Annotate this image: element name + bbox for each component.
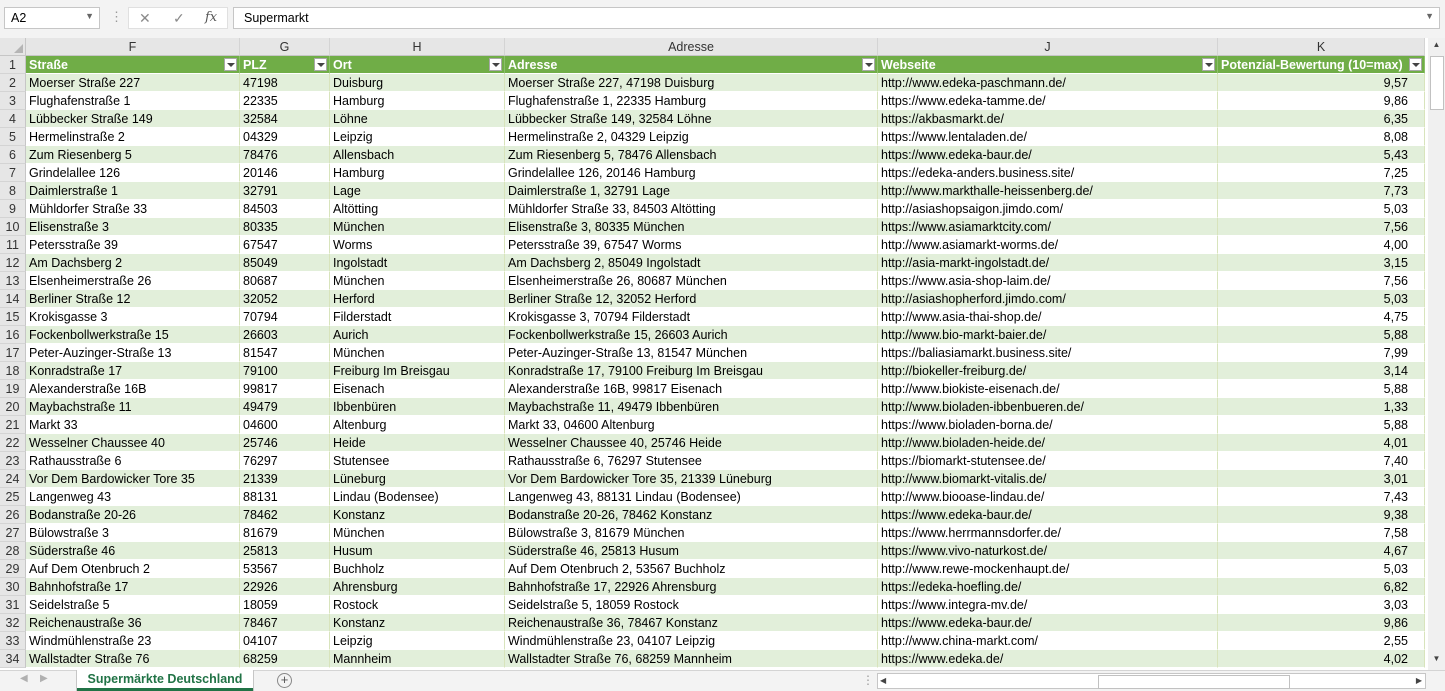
table-cell[interactable]: 68259 <box>240 650 330 668</box>
table-cell[interactable]: Daimlerstraße 1, 32791 Lage <box>505 182 878 200</box>
add-sheet-icon[interactable]: + <box>277 673 292 688</box>
filter-dropdown-icon[interactable] <box>862 58 875 71</box>
table-cell[interactable]: Vor Dem Bardowicker Tore 35 <box>26 470 240 488</box>
table-cell[interactable]: Leipzig <box>330 128 505 146</box>
row-header[interactable]: 13 <box>0 272 26 290</box>
table-cell[interactable]: Moerser Straße 227 <box>26 74 240 92</box>
table-cell[interactable]: https://www.bioladen-borna.de/ <box>878 416 1218 434</box>
table-cell[interactable]: Krokisgasse 3, 70794 Filderstadt <box>505 308 878 326</box>
table-cell[interactable]: 5,88 <box>1218 416 1425 434</box>
table-cell[interactable]: Ingolstadt <box>330 254 505 272</box>
chevron-down-icon[interactable]: ▼ <box>85 11 94 21</box>
table-cell[interactable]: https://www.integra-mv.de/ <box>878 596 1218 614</box>
row-header[interactable]: 12 <box>0 254 26 272</box>
table-cell[interactable]: Langenweg 43, 88131 Lindau (Bodensee) <box>505 488 878 506</box>
filter-dropdown-icon[interactable] <box>1409 58 1422 71</box>
table-cell[interactable]: 04107 <box>240 632 330 650</box>
formula-buttons <box>128 7 228 29</box>
table-cell[interactable]: 5,88 <box>1218 380 1425 398</box>
table-cell[interactable]: Reichenaustraße 36 <box>26 614 240 632</box>
table-cell[interactable]: 9,38 <box>1218 506 1425 524</box>
column-header[interactable]: H <box>330 38 505 56</box>
table-cell[interactable]: Bahnhofstraße 17, 22926 Ahrensburg <box>505 578 878 596</box>
table-cell[interactable]: Rostock <box>330 596 505 614</box>
table-cell[interactable]: 7,99 <box>1218 344 1425 362</box>
table-cell[interactable]: 4,01 <box>1218 434 1425 452</box>
table-cell[interactable]: 04600 <box>240 416 330 434</box>
table-cell[interactable]: Wesselner Chaussee 40 <box>26 434 240 452</box>
table-cell[interactable]: Markt 33, 04600 Altenburg <box>505 416 878 434</box>
table-header-label: Potenzial-Bewertung (10=max) <box>1221 58 1403 72</box>
table-cell[interactable]: 84503 <box>240 200 330 218</box>
table-cell[interactable]: http://www.china-markt.com/ <box>878 632 1218 650</box>
function-icon[interactable]: fx <box>205 10 218 25</box>
table-cell[interactable]: Hamburg <box>330 164 505 182</box>
row-header[interactable]: 24 <box>0 470 26 488</box>
table-cell[interactable]: 4,67 <box>1218 542 1425 560</box>
column-header[interactable]: J <box>878 38 1218 56</box>
table-cell[interactable]: https://www.asiamarktcity.com/ <box>878 218 1218 236</box>
table-cell[interactable]: https://www.edeka-baur.de/ <box>878 146 1218 164</box>
table-cell[interactable]: Wallstadter Straße 76 <box>26 650 240 668</box>
table-cell[interactable]: 25746 <box>240 434 330 452</box>
row-header[interactable]: 5 <box>0 128 26 146</box>
table-cell[interactable]: http://www.asia-thai-shop.de/ <box>878 308 1218 326</box>
table-cell[interactable]: http://www.bioladen-ibbenbueren.de/ <box>878 398 1218 416</box>
table-cell[interactable]: https://www.edeka.de/ <box>878 650 1218 668</box>
table-cell[interactable]: http://asiashopsaigon.jimdo.com/ <box>878 200 1218 218</box>
table-cell[interactable]: Aurich <box>330 326 505 344</box>
row-header[interactable]: 25 <box>0 488 26 506</box>
table-cell[interactable]: Maybachstraße 11, 49479 Ibbenbüren <box>505 398 878 416</box>
table-cell[interactable]: 78462 <box>240 506 330 524</box>
table-cell[interactable]: Grindelallee 126 <box>26 164 240 182</box>
table-cell[interactable]: Am Dachsberg 2, 85049 Ingolstadt <box>505 254 878 272</box>
row-header[interactable]: 21 <box>0 416 26 434</box>
row-header[interactable]: 3 <box>0 92 26 110</box>
table-cell[interactable]: 22335 <box>240 92 330 110</box>
table-cell[interactable]: Moerser Straße 227, 47198 Duisburg <box>505 74 878 92</box>
table-cell[interactable]: Bülowstraße 3, 81679 München <box>505 524 878 542</box>
table-cell[interactable]: 9,86 <box>1218 614 1425 632</box>
row-header[interactable]: 29 <box>0 560 26 578</box>
table-cell[interactable]: 04329 <box>240 128 330 146</box>
more-icon: ⋮ <box>110 9 122 24</box>
table-cell[interactable]: 3,03 <box>1218 596 1425 614</box>
table-cell[interactable]: München <box>330 524 505 542</box>
row-header[interactable]: 33 <box>0 632 26 650</box>
table-cell[interactable]: 76297 <box>240 452 330 470</box>
row-header[interactable]: 32 <box>0 614 26 632</box>
sheet-tab-active[interactable]: Supermärkte Deutschland <box>77 670 253 691</box>
table-header-cell[interactable] <box>505 56 878 74</box>
table-cell[interactable]: 22926 <box>240 578 330 596</box>
row-header[interactable]: 8 <box>0 182 26 200</box>
row-header[interactable]: 19 <box>0 380 26 398</box>
table-cell[interactable]: Hamburg <box>330 92 505 110</box>
column-header[interactable]: K <box>1218 38 1425 56</box>
table-cell[interactable]: Konradstraße 17 <box>26 362 240 380</box>
row-header[interactable]: 23 <box>0 452 26 470</box>
table-cell[interactable]: Eisenach <box>330 380 505 398</box>
table-header-label: Straße <box>29 58 68 72</box>
formula-bar <box>0 0 1445 38</box>
table-cell[interactable]: Windmühlenstraße 23, 04107 Leipzig <box>505 632 878 650</box>
table-cell[interactable]: Lage <box>330 182 505 200</box>
table-cell[interactable]: https://akbasmarkt.de/ <box>878 110 1218 128</box>
table-cell[interactable]: München <box>330 218 505 236</box>
table-cell[interactable]: Daimlerstraße 1 <box>26 182 240 200</box>
table-cell[interactable]: Peter-Auzinger-Straße 13 <box>26 344 240 362</box>
table-cell[interactable]: 7,40 <box>1218 452 1425 470</box>
table-cell[interactable]: 53567 <box>240 560 330 578</box>
row-header[interactable]: 14 <box>0 290 26 308</box>
table-cell[interactable]: https://www.herrmannsdorfer.de/ <box>878 524 1218 542</box>
table-cell[interactable]: 25813 <box>240 542 330 560</box>
table-cell[interactable]: Elisenstraße 3 <box>26 218 240 236</box>
row-header[interactable]: 16 <box>0 326 26 344</box>
table-cell[interactable]: Vor Dem Bardowicker Tore 35, 21339 Lüneburg <box>505 470 878 488</box>
table-cell[interactable]: 26603 <box>240 326 330 344</box>
row-header[interactable]: 1 <box>0 56 26 74</box>
select-all-corner[interactable] <box>0 38 26 56</box>
row-header[interactable]: 18 <box>0 362 26 380</box>
table-cell[interactable]: Altenburg <box>330 416 505 434</box>
row-header[interactable]: 10 <box>0 218 26 236</box>
column-header[interactable]: G <box>240 38 330 56</box>
table-cell[interactable]: Lübbecker Straße 149 <box>26 110 240 128</box>
table-cell[interactable]: Rathausstraße 6, 76297 Stutensee <box>505 452 878 470</box>
table-cell[interactable]: Grindelallee 126, 20146 Hamburg <box>505 164 878 182</box>
table-cell[interactable]: http://asiashopherford.jimdo.com/ <box>878 290 1218 308</box>
table-cell[interactable]: Flughafenstraße 1 <box>26 92 240 110</box>
table-cell[interactable]: 20146 <box>240 164 330 182</box>
expand-formula-icon[interactable]: ▼ <box>1425 11 1434 21</box>
table-cell[interactable]: Berliner Straße 12 <box>26 290 240 308</box>
scroll-right-icon[interactable]: ▶ <box>1415 676 1422 685</box>
row-header[interactable]: 2 <box>0 74 26 92</box>
table-cell[interactable]: 4,02 <box>1218 650 1425 668</box>
table-cell[interactable]: Berliner Straße 12, 32052 Herford <box>505 290 878 308</box>
scroll-up-icon[interactable]: ▲ <box>1432 40 1441 49</box>
vertical-scrollbar[interactable] <box>1428 38 1445 670</box>
table-cell[interactable]: 7,73 <box>1218 182 1425 200</box>
table-cell[interactable]: Elisenstraße 3, 80335 München <box>505 218 878 236</box>
table-cell[interactable]: Hermelinstraße 2 <box>26 128 240 146</box>
table-cell[interactable]: Bodanstraße 20-26 <box>26 506 240 524</box>
table-cell[interactable]: Fockenbollwerkstraße 15 <box>26 326 240 344</box>
row-header[interactable]: 7 <box>0 164 26 182</box>
table-cell[interactable]: https://www.edeka-tamme.de/ <box>878 92 1218 110</box>
table-cell[interactable]: 6,35 <box>1218 110 1425 128</box>
table-cell[interactable]: 7,43 <box>1218 488 1425 506</box>
table-cell[interactable]: Petersstraße 39, 67547 Worms <box>505 236 878 254</box>
row-header[interactable]: 11 <box>0 236 26 254</box>
table-cell[interactable]: http://www.biomarkt-vitalis.de/ <box>878 470 1218 488</box>
sheet-bar <box>0 670 1445 691</box>
table-cell[interactable]: Lübbecker Straße 149, 32584 Löhne <box>505 110 878 128</box>
table-cell[interactable]: http://www.edeka-paschmann.de/ <box>878 74 1218 92</box>
table-cell[interactable]: Filderstadt <box>330 308 505 326</box>
table-cell[interactable]: 4,75 <box>1218 308 1425 326</box>
table-cell[interactable]: https://www.lentaladen.de/ <box>878 128 1218 146</box>
table-cell[interactable]: 5,03 <box>1218 200 1425 218</box>
table-cell[interactable]: https://www.vivo-naturkost.de/ <box>878 542 1218 560</box>
scroll-down-icon[interactable]: ▼ <box>1432 654 1441 663</box>
table-cell[interactable]: Konradstraße 17, 79100 Freiburg Im Breisgau <box>505 362 878 380</box>
column-header[interactable]: Adresse <box>505 38 878 56</box>
table-cell[interactable]: 5,03 <box>1218 290 1425 308</box>
table-cell[interactable]: http://www.bioladen-heide.de/ <box>878 434 1218 452</box>
vertical-scroll-thumb[interactable] <box>1430 56 1444 110</box>
table-cell[interactable]: Altötting <box>330 200 505 218</box>
table-cell[interactable]: https://www.asia-shop-laim.de/ <box>878 272 1218 290</box>
table-cell[interactable]: 78467 <box>240 614 330 632</box>
table-cell[interactable]: 5,43 <box>1218 146 1425 164</box>
table-cell[interactable]: Mannheim <box>330 650 505 668</box>
table-header-label: PLZ <box>243 58 267 72</box>
table-cell[interactable]: Süderstraße 46, 25813 Husum <box>505 542 878 560</box>
table-cell[interactable]: Wesselner Chaussee 40, 25746 Heide <box>505 434 878 452</box>
row-header[interactable]: 31 <box>0 596 26 614</box>
table-cell[interactable]: https://edeka-anders.business.site/ <box>878 164 1218 182</box>
row-header[interactable]: 15 <box>0 308 26 326</box>
table-cell[interactable]: Freiburg Im Breisgau <box>330 362 505 380</box>
horizontal-scroll-thumb[interactable] <box>1098 675 1290 689</box>
row-header[interactable]: 6 <box>0 146 26 164</box>
table-cell[interactable]: Bülowstraße 3 <box>26 524 240 542</box>
filter-dropdown-icon[interactable] <box>1202 58 1215 71</box>
table-cell[interactable]: Lüneburg <box>330 470 505 488</box>
table-cell[interactable]: http://www.biokiste-eisenach.de/ <box>878 380 1218 398</box>
table-cell[interactable]: http://www.asiamarkt-worms.de/ <box>878 236 1218 254</box>
table-cell[interactable]: http://asia-markt-ingolstadt.de/ <box>878 254 1218 272</box>
table-cell[interactable]: Petersstraße 39 <box>26 236 240 254</box>
next-sheet-icon[interactable]: ▶ <box>40 673 48 684</box>
table-cell[interactable]: 81547 <box>240 344 330 362</box>
table-cell[interactable]: Löhne <box>330 110 505 128</box>
table-cell[interactable]: 49479 <box>240 398 330 416</box>
table-header-cell[interactable] <box>240 56 330 74</box>
table-cell[interactable]: Stutensee <box>330 452 505 470</box>
row-header[interactable]: 17 <box>0 344 26 362</box>
table-cell[interactable]: 7,56 <box>1218 218 1425 236</box>
table-cell[interactable]: 18059 <box>240 596 330 614</box>
table-cell[interactable]: Heide <box>330 434 505 452</box>
table-cell[interactable]: Mühldorfer Straße 33 <box>26 200 240 218</box>
table-header-cell[interactable] <box>1218 56 1425 74</box>
table-cell[interactable]: Am Dachsberg 2 <box>26 254 240 272</box>
filter-dropdown-icon[interactable] <box>314 58 327 71</box>
splitter-icon[interactable]: ⋮ <box>862 673 874 687</box>
table-cell[interactable]: 1,33 <box>1218 398 1425 416</box>
table-header-label: Adresse <box>508 58 558 72</box>
table-cell[interactable]: 78476 <box>240 146 330 164</box>
table-cell[interactable]: 88131 <box>240 488 330 506</box>
row-header[interactable]: 9 <box>0 200 26 218</box>
table-cell[interactable]: Seidelstraße 5, 18059 Rostock <box>505 596 878 614</box>
table-cell[interactable]: 2,55 <box>1218 632 1425 650</box>
table-cell[interactable]: 7,58 <box>1218 524 1425 542</box>
table-cell[interactable]: 7,25 <box>1218 164 1425 182</box>
table-cell[interactable]: 32584 <box>240 110 330 128</box>
table-cell[interactable]: Leipzig <box>330 632 505 650</box>
table-cell[interactable]: 7,56 <box>1218 272 1425 290</box>
table-cell[interactable]: Markt 33 <box>26 416 240 434</box>
row-header[interactable]: 4 <box>0 110 26 128</box>
column-header[interactable]: F <box>26 38 240 56</box>
row-header[interactable]: 20 <box>0 398 26 416</box>
table-header-label: Webseite <box>881 58 936 72</box>
table-cell[interactable]: München <box>330 344 505 362</box>
name-box-value: A2 <box>11 11 27 25</box>
table-cell[interactable]: 6,82 <box>1218 578 1425 596</box>
table-header-label: Ort <box>333 58 352 72</box>
prev-sheet-icon[interactable]: ◀ <box>20 673 28 684</box>
row-header[interactable]: 26 <box>0 506 26 524</box>
table-cell[interactable]: Flughafenstraße 1, 22335 Hamburg <box>505 92 878 110</box>
table-cell[interactable]: Wallstadter Straße 76, 68259 Mannheim <box>505 650 878 668</box>
name-box[interactable] <box>4 7 100 29</box>
table-cell[interactable]: 9,86 <box>1218 92 1425 110</box>
table-cell[interactable]: 85049 <box>240 254 330 272</box>
table-cell[interactable]: Bahnhofstraße 17 <box>26 578 240 596</box>
table-cell[interactable]: Krokisgasse 3 <box>26 308 240 326</box>
table-cell[interactable]: 8,08 <box>1218 128 1425 146</box>
table-cell[interactable]: Windmühlenstraße 23 <box>26 632 240 650</box>
table-cell[interactable]: http://www.rewe-mockenhaupt.de/ <box>878 560 1218 578</box>
table-cell[interactable]: Ahrensburg <box>330 578 505 596</box>
table-cell[interactable]: 21339 <box>240 470 330 488</box>
cancel-icon[interactable]: ✕ <box>139 10 151 26</box>
table-cell[interactable]: Alexanderstraße 16B <box>26 380 240 398</box>
table-cell[interactable]: http://www.bio-markt-baier.de/ <box>878 326 1218 344</box>
table-cell[interactable]: 80687 <box>240 272 330 290</box>
table-cell[interactable]: Alexanderstraße 16B, 99817 Eisenach <box>505 380 878 398</box>
row-header[interactable]: 30 <box>0 578 26 596</box>
horizontal-scrollbar[interactable] <box>877 673 1426 689</box>
table-cell[interactable]: Buchholz <box>330 560 505 578</box>
table-cell[interactable]: Lindau (Bodensee) <box>330 488 505 506</box>
table-cell[interactable]: Mühldorfer Straße 33, 84503 Altötting <box>505 200 878 218</box>
table-cell[interactable]: Reichenaustraße 36, 78467 Konstanz <box>505 614 878 632</box>
table-cell[interactable]: Fockenbollwerkstraße 15, 26603 Aurich <box>505 326 878 344</box>
row-header[interactable]: 28 <box>0 542 26 560</box>
table-cell[interactable]: Zum Riesenberg 5 <box>26 146 240 164</box>
table-cell[interactable]: Seidelstraße 5 <box>26 596 240 614</box>
row-header[interactable]: 22 <box>0 434 26 452</box>
filter-dropdown-icon[interactable] <box>489 58 502 71</box>
table-cell[interactable]: http://biokeller-freiburg.de/ <box>878 362 1218 380</box>
table-cell[interactable]: Auf Dem Otenbruch 2 <box>26 560 240 578</box>
table-cell[interactable]: Ibbenbüren <box>330 398 505 416</box>
table-cell[interactable]: 3,15 <box>1218 254 1425 272</box>
table-cell[interactable]: Worms <box>330 236 505 254</box>
table-cell[interactable]: Konstanz <box>330 506 505 524</box>
row-header[interactable]: 34 <box>0 650 26 668</box>
table-cell[interactable]: 3,14 <box>1218 362 1425 380</box>
table-header-cell[interactable] <box>26 56 240 74</box>
table-cell[interactable]: München <box>330 272 505 290</box>
row-header[interactable]: 27 <box>0 524 26 542</box>
filter-dropdown-icon[interactable] <box>224 58 237 71</box>
table-header-cell[interactable] <box>330 56 505 74</box>
table-cell[interactable]: 70794 <box>240 308 330 326</box>
formula-value: Supermarkt <box>244 11 309 25</box>
table-cell[interactable]: https://baliasiamarkt.business.site/ <box>878 344 1218 362</box>
table-cell[interactable]: 67547 <box>240 236 330 254</box>
table-cell[interactable]: Duisburg <box>330 74 505 92</box>
table-cell[interactable]: Allensbach <box>330 146 505 164</box>
formula-input[interactable] <box>233 7 1440 29</box>
table-cell[interactable]: Elsenheimerstraße 26, 80687 München <box>505 272 878 290</box>
table-cell[interactable]: 3,01 <box>1218 470 1425 488</box>
table-cell[interactable]: 32052 <box>240 290 330 308</box>
table-cell[interactable]: 47198 <box>240 74 330 92</box>
table-cell[interactable]: Maybachstraße 11 <box>26 398 240 416</box>
table-cell[interactable]: 4,00 <box>1218 236 1425 254</box>
table-cell[interactable]: 81679 <box>240 524 330 542</box>
table-cell[interactable]: Konstanz <box>330 614 505 632</box>
table-cell[interactable]: Elsenheimerstraße 26 <box>26 272 240 290</box>
table-cell[interactable]: 5,88 <box>1218 326 1425 344</box>
table-cell[interactable]: http://www.biooase-lindau.de/ <box>878 488 1218 506</box>
table-cell[interactable]: Süderstraße 46 <box>26 542 240 560</box>
table-cell[interactable]: 80335 <box>240 218 330 236</box>
enter-icon[interactable]: ✓ <box>173 10 185 26</box>
table-cell[interactable]: 99817 <box>240 380 330 398</box>
table-cell[interactable]: Langenweg 43 <box>26 488 240 506</box>
table-cell[interactable]: Herford <box>330 290 505 308</box>
table-cell[interactable]: Bodanstraße 20-26, 78462 Konstanz <box>505 506 878 524</box>
table-cell[interactable]: Zum Riesenberg 5, 78476 Allensbach <box>505 146 878 164</box>
table-cell[interactable]: 9,57 <box>1218 74 1425 92</box>
scroll-left-icon[interactable]: ◀ <box>880 676 887 685</box>
table-cell[interactable]: http://www.markthalle-heissenberg.de/ <box>878 182 1218 200</box>
table-cell[interactable]: 32791 <box>240 182 330 200</box>
table-cell[interactable]: 79100 <box>240 362 330 380</box>
table-cell[interactable]: https://biomarkt-stutensee.de/ <box>878 452 1218 470</box>
table-cell[interactable]: https://www.edeka-baur.de/ <box>878 506 1218 524</box>
table-cell[interactable]: Peter-Auzinger-Straße 13, 81547 München <box>505 344 878 362</box>
table-header-cell[interactable] <box>878 56 1218 74</box>
table-cell[interactable]: Rathausstraße 6 <box>26 452 240 470</box>
table-cell[interactable]: https://edeka-hoefling.de/ <box>878 578 1218 596</box>
table-cell[interactable]: 5,03 <box>1218 560 1425 578</box>
table-cell[interactable]: Hermelinstraße 2, 04329 Leipzig <box>505 128 878 146</box>
table-cell[interactable]: Husum <box>330 542 505 560</box>
table-cell[interactable]: Auf Dem Otenbruch 2, 53567 Buchholz <box>505 560 878 578</box>
table-cell[interactable]: https://www.edeka-baur.de/ <box>878 614 1218 632</box>
